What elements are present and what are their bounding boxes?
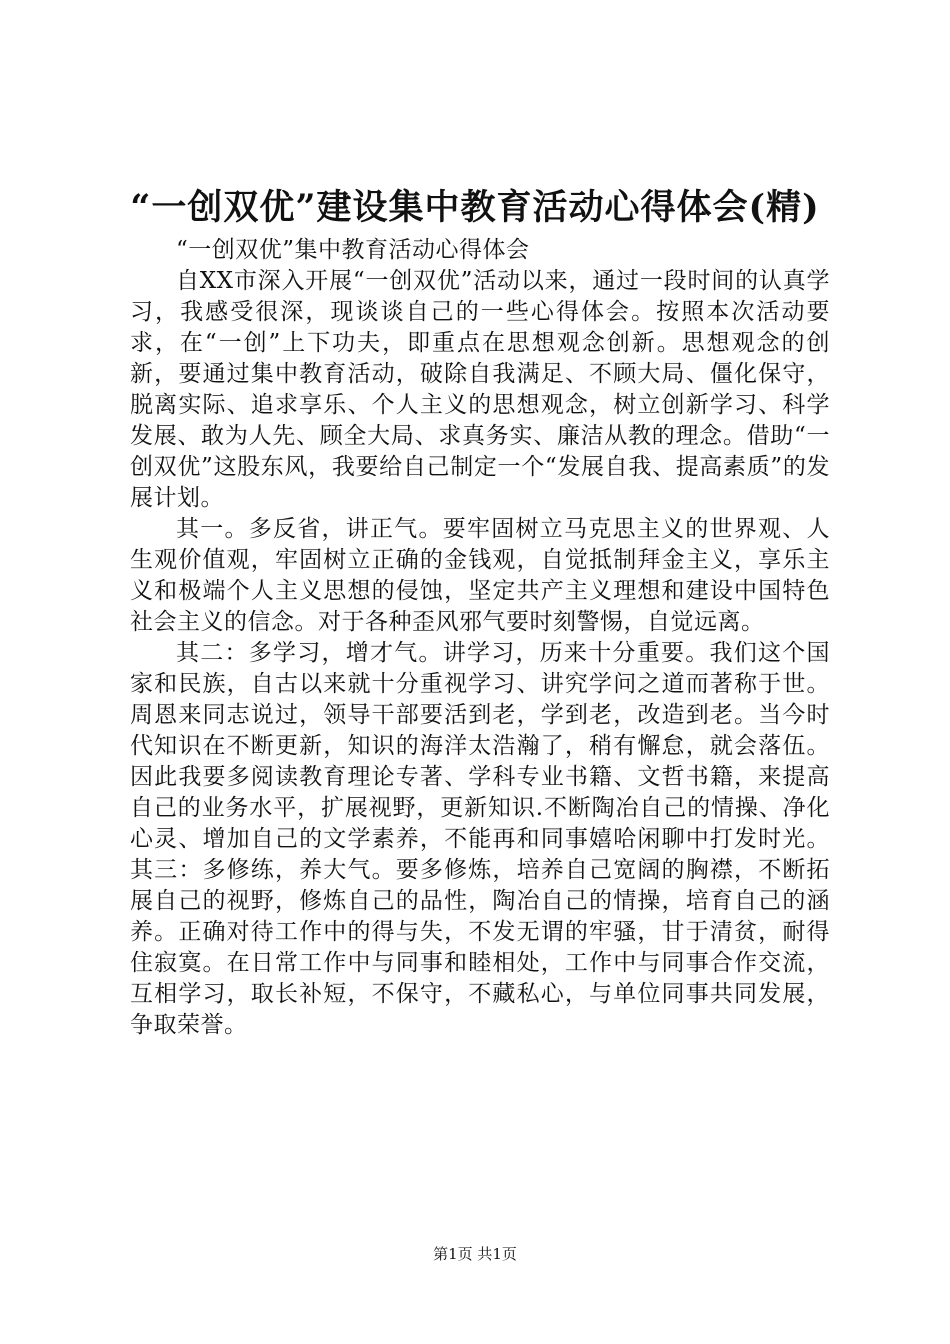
body-paragraph: 自XX市深入开展“一创双优”活动以来，通过一段时间的认真学习，我感受很深，现谈谈自己的一些心得体会。按照本次活动要求，在“一创”上下功夫，即重点在思想观念创新。思想观念的创新，要通过集中教育活动，破除自我满足、不顾大局、僵化保守，脱离实际、追求享乐、个人主义的思想观念，树立创新学习、科学发展、敢为人先、顾全大局、求真务实、廉洁从教的理念。借助“一创双优”这股东风，我要给自己制定一个“发展自我、提高素质”的发展计划。 (130, 268, 830, 511)
subtitle-paragraph: “一创双优”集中教育活动心得体会 (176, 237, 530, 263)
document-body (130, 235, 830, 1041)
page-footer: 第1页 共1页 (433, 1245, 517, 1263)
body-paragraph: 其二：多学习，增才气。讲学习，历来十分重要。我们这个国家和民族，自古以来就十分重视学习、讲究学问之道而著称于世。周恩来同志说过，领导干部要活到老，学到老，改造到老。当今时代知识在不断更新，知识的海洋太浩瀚了，稍有懈怠，就会落伍。因此我要多阅读教育理论专著、学科专业书籍、文哲书籍，来提高自己的业务水平，扩展视野，更新知识.不断陶冶自己的情操、净化心灵、增加自己的文学素养，不能再和同事嬉哈闲聊中打发时光。其三：多修练，养大气。要多修炼，培养自己宽阔的胸襟，不断拓展自己的视野，修炼自己的品性，陶冶自己的情操，培育自己的涵养。正确对待工作中的得与失，不发无谓的牢骚，甘于清贫，耐得住寂寞。在日常工作中与同事和睦相处，工作中与同事合作交流，互相学习，取长补短，不保守，不藏私心，与单位同事共同发展，争取荣誉。 (130, 640, 830, 1038)
document-title: “一创双优”建设集中教育活动心得体会(精) (130, 187, 820, 228)
body-paragraph: 其一。多反省，讲正气。要牢固树立马克思主义的世界观、人生观价值观，牢固树立正确的金钱观，自觉抵制拜金主义，享乐主义和极端个人主义思想的侵蚀，坚定共产主义理想和建设中国特色社会主义的信念。对于各种歪风邪气要时刻警惕，自觉远离。 (130, 516, 830, 635)
